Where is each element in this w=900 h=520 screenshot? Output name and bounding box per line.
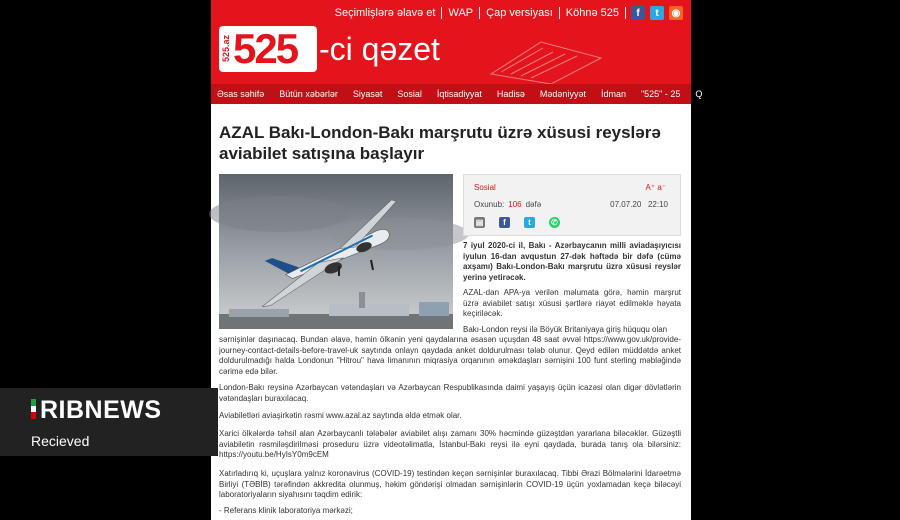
- whatsapp-icon[interactable]: ✆: [549, 217, 560, 228]
- share-icons: [474, 217, 560, 228]
- nav-item-all-news[interactable]: Bütün xəbərlər: [279, 89, 338, 99]
- nav-item-social[interactable]: Sosial: [397, 89, 422, 99]
- twitter-icon[interactable]: t: [650, 6, 664, 20]
- main-nav: [211, 84, 703, 104]
- iran-flag-icon: [31, 399, 36, 419]
- nav-item-home[interactable]: Əsas səhifə: [217, 89, 265, 99]
- nav-item-525-25[interactable]: "525" - 25: [640, 89, 681, 99]
- article-paragraph-2: Bakı-London reysi ilə Böyük Britaniyaya giriş hüququ olan: [463, 325, 668, 334]
- publish-time: 22:10: [647, 200, 668, 209]
- article-paragraph-6: Xatırladırıq ki, uçuşlara yalnız koronavirus (COVID-19) testindən keçən sərnişinlər buraxılacaq. Tibbi Ərazi Bölmələrini İdarəetmə Birliyi (TƏBİB) tərəfindən akkredita olunmuş, həkim göndərişi olmadan sərnişinlərin COVID-19 üçün yoxlamadan keçə biləcəyi laboratoriyaların siyahısını təqdim edirik:: [219, 469, 681, 500]
- nav-item-more[interactable]: Q: [695, 89, 703, 99]
- newspaper-graphic: [481, 34, 611, 84]
- article-paragraph-1: AZAL-dan APA-ya verilən məlumata görə, həmin marşrut üzrə aviabilet satışı xüsusi şərtlərə riayət edilməklə həyata keçiriləcək.: [463, 288, 681, 319]
- logo-suffix: -ci qəzet: [319, 31, 440, 67]
- article-paragraph-5: Xarici ölkələrdə təhsil alan Azərbaycanlı tələbələr aviabilet alışı zamanı 30% həcmində güzəştdən yararlana biləcəklər. Güzəştli aviabiletin rəsmiləşdirilməsi proseduru üzrə videotəlimatla, İstanbul-Bakı reysi ilə eyni qaydada, burada tanış ola bilərsiniz: https://youtu.be/HyIsY0m9cEM: [219, 429, 681, 460]
- publish-datetime: [610, 200, 668, 209]
- article-page: [211, 0, 703, 520]
- add-favorites-link[interactable]: Seçimlişlərə əlavə et: [329, 7, 443, 19]
- rss-icon[interactable]: ◉: [669, 6, 683, 20]
- nav-item-economy[interactable]: İqtisadiyyat: [436, 89, 482, 99]
- article-title: AZAL Bakı-London-Bakı marşrutu üzrə xüsusi reyslərə aviabilet satışına başlayır: [219, 123, 661, 163]
- article-paragraph-2-cont: sərnişinlər daşınacaq. Bundan əlavə, həmin ölkənin yeni qaydalarına əsasən uçuşdan 48 saat əvvəl https://www.gov.uk/provide-journey-contact-details-before-travel-uk saytında onlayn qaydada anket doldurulması tələb olunur. Qeyd edilən müddətdə anket doldurulmadığı halda Londonun "Hitrou" hava limanının miqrasiya orqanının əməkdaşları sərnişini 100 funt sterling məbləğində cərimə edə bilər.: [219, 335, 681, 376]
- category-link[interactable]: Sosial: [474, 183, 496, 192]
- read-count: [474, 200, 541, 209]
- old-site-link[interactable]: Köhnə 525: [560, 7, 626, 19]
- print-version-link[interactable]: Çap versiyası: [480, 7, 560, 19]
- read-label: Oxunub:: [474, 200, 505, 209]
- print-icon[interactable]: ▤: [475, 218, 484, 227]
- article-paragraph-3: London-Bakı reysinə Azərbaycan vətəndaşları və Azərbaycan Respublikasında daimi yaşayış üçün icazəsi olan digər dövlətlərin vətəndaşları buraxılacaq.: [219, 383, 681, 403]
- read-unit: dəfə: [525, 200, 542, 209]
- facebook-share-icon[interactable]: f: [499, 217, 510, 228]
- publish-date: 07.07.20: [610, 200, 642, 209]
- logo-box: [219, 26, 317, 72]
- nav-item-culture[interactable]: Mədəniyyət: [539, 89, 586, 99]
- article-paragraph-4: Aviabiletləri aviaşirkətin rəsmi www.azal.az saytında əldə etmək olar.: [219, 411, 462, 420]
- read-count-value: 106: [508, 200, 522, 209]
- article-photo: [219, 174, 453, 329]
- nav-item-sport[interactable]: İdman: [600, 89, 626, 99]
- article-info-box: [463, 174, 681, 236]
- site-header: [211, 0, 691, 84]
- logo-domain: 525.az: [221, 35, 231, 63]
- ribnews-received: Recieved: [31, 433, 90, 449]
- site-logo[interactable]: [219, 26, 440, 72]
- wap-link[interactable]: WAP: [442, 7, 480, 19]
- nav-item-politics[interactable]: Siyasət: [352, 89, 383, 99]
- article-paragraph-7: - Referans klinik laboratoriya mərkəzi;: [219, 506, 353, 515]
- twitter-share-icon[interactable]: t: [524, 217, 535, 228]
- logo-number: 525: [233, 25, 298, 72]
- top-links: [329, 6, 683, 20]
- ribnews-brand: RIBNEWS: [40, 396, 162, 424]
- font-size-controls[interactable]: A⁺ a⁻: [645, 183, 666, 192]
- article-lead: 7 iyul 2020-ci il, Bakı - Azərbaycanın milli aviadaşıyıcısı iyulun 16-dan avqustun 27-dək həftədə bir dəfə (cümə axşamı) Bakı-London-Bakı marşrutu üzrə xüsusi reyslər yerinə yetirəcək.: [463, 241, 681, 282]
- facebook-icon[interactable]: f: [631, 6, 645, 20]
- nav-item-events[interactable]: Hadisə: [496, 89, 525, 99]
